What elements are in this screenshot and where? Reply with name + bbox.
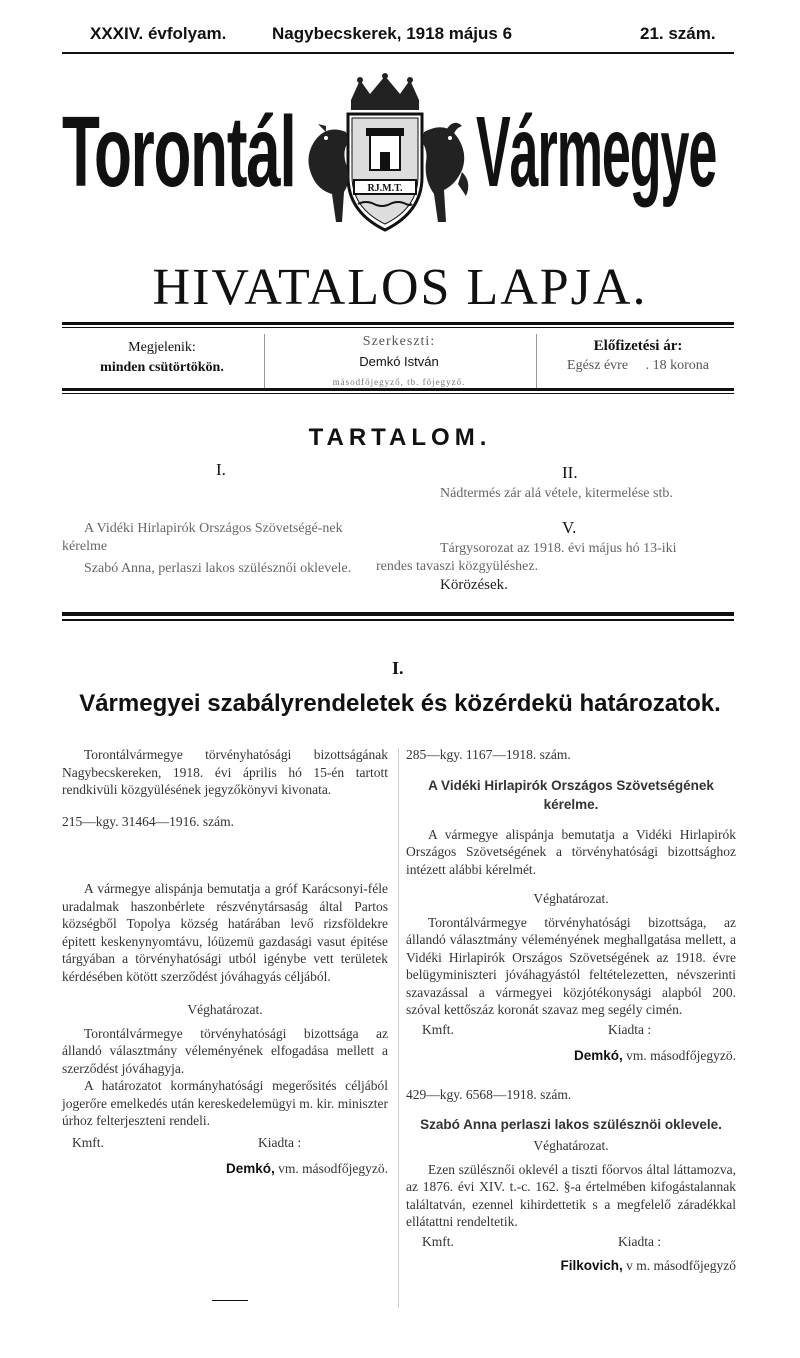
right-sign2-name: Filkovich, — [560, 1257, 623, 1273]
header-line — [60, 24, 730, 48]
subscription-price — [540, 356, 736, 376]
place-date: Nagybecskerek, 1918 május 6 — [272, 24, 513, 43]
toc-heading: TARTALOM. — [308, 424, 492, 451]
right-sign1-name: Demkó, — [573, 1047, 623, 1063]
right-sign2-title: v m. másodfőjegyző — [626, 1257, 736, 1273]
subscription-label: Előfizetési ár: — [593, 338, 683, 354]
right-vh2-text: Ezen szülésznői oklevél a tiszti főorvos által láttamozva, az 1876. évi XIV. t.-c. 162. §-a értelmében kifogástalannak találtatván, ezennel kihirdettetik s a megfelelő záradékkal ellátattni rendeltetik. — [406, 1161, 736, 1229]
volume-label: XXXIV. évfolyam. — [90, 24, 227, 43]
toc-right-item-2: Tárgysorozat az 1918. évi május hó 13-iki rendes tavaszi közgyüléshez. — [376, 541, 677, 574]
toc-bottom-rule-thin — [62, 619, 734, 621]
editor-name: Demkó István — [359, 354, 439, 369]
toc-right-item-1 — [402, 485, 736, 503]
right-kmft-1: Kmft. — [422, 1021, 454, 1037]
info-publication — [62, 330, 262, 378]
toc-right-item-3: Körözések. — [440, 577, 508, 593]
right-sign1-title: vm. másodfőjegyzö. — [626, 1047, 736, 1063]
info-divider-2 — [536, 334, 537, 388]
toc-right-roman-2: V. — [562, 518, 577, 537]
toc-right-list — [376, 540, 716, 594]
left-ref: 215—kgy. 31464—1916. szám. — [62, 813, 234, 829]
toc-right-item-1-text: Nádtermés zár alá vétele, kitermelése stb. — [440, 486, 673, 501]
rule-under-subtitle — [62, 322, 734, 325]
toc-right-roman-1: II. — [562, 463, 578, 482]
right-vh2-heading: Véghatározat. — [533, 1138, 609, 1153]
masthead-title-left: Torontál — [62, 96, 296, 208]
right-title-2: Szabó Anna perlaszi lakos szülésznöi oklevele. — [420, 1116, 722, 1132]
masthead-title-right: Vármegye — [476, 96, 717, 208]
right-ref-1: 285—kgy. 1167—1918. szám. — [406, 747, 571, 762]
right-signature-1 — [406, 1047, 736, 1065]
toc-bottom-rule — [62, 612, 734, 616]
toc-left-list — [62, 520, 388, 578]
right-p1: A vármegye alispánja bemutatja a Vidéki Hirlapirók Országos Szövetségének a törvényhatósági bizottsághoz intézett alábbi kérelmét. — [406, 826, 736, 877]
left-sign-title: vm. másodfőjegyzö. — [278, 1160, 388, 1176]
toc-left-item-1: A Vidéki Hirlapirók Országos Szövetségé-nek kérelme — [62, 521, 343, 554]
right-signature-2 — [406, 1257, 736, 1275]
right-vh1-text: Torontálvármegye törvényhatósági bizottsága, az állandó választmány véleményének meghallgatása mellett, a Vidéki Hirlapirók Országos Szövetségének az 1918. évre belügyminiszteri jóváhagyástól feltételezetten, névszerinti szavazással a vármegyei közjótékonysági alapból 200. szóval kettőszáz koronát szavaz meg segély cimén. — [406, 914, 736, 1017]
top-rule — [62, 52, 734, 54]
toc-left-item-2: Szabó Anna, perlaszi lakos szülésznői oklevele. — [84, 561, 352, 576]
editor-label: Szerkeszti: — [362, 334, 436, 349]
info-subscription — [540, 330, 736, 376]
right-kmft-row-2 — [406, 1233, 736, 1251]
left-vh-text: Torontálvármegye törvényhatósági bizottsága az állandó választmány véleményének elfogadása mellett a szerződést jóváhagyja. — [62, 1025, 388, 1076]
publish-label: Megjelenik: — [128, 340, 196, 355]
section-roman: I. — [392, 658, 404, 678]
right-kiadta-2: Kiadta : — [618, 1233, 662, 1249]
masthead-subtitle: HIVATALOS LAPJA. — [152, 259, 648, 316]
right-kmft-row-1 — [406, 1021, 736, 1039]
issue-number: 21. szám. — [640, 24, 716, 43]
info-editor — [268, 330, 530, 392]
column-divider — [398, 748, 399, 1308]
left-end-rule — [212, 1300, 248, 1301]
rule-under-info — [62, 388, 734, 391]
left-intro: Torontálvármegye törvényhatósági bizottságának Nagybecskereken, 1918. évi április hó 15-én tartott rendkivüli közgyülésének jegyzőkönyvi kivonata. — [62, 747, 388, 797]
coat-of-arms — [296, 72, 474, 242]
right-column — [406, 746, 736, 1274]
right-kiadta-1: Kiadta : — [608, 1021, 652, 1037]
right-ref-2: 429—kgy. 6568—1918. szám. — [406, 1087, 572, 1102]
left-body: A vármegye alispánja bemutatja a gróf Karácsonyi-féle uradalmak haszonbérlete részvénytársaság által Partos községből Topolya község határában levő rizsföldekre épitett keskenynyomtávu, lóüzemü gazdasági vasut épitése tárgyában a törvényhatósági utból igénybe vett területek kérdésében kötött szerződést jóváhagyás céljából. — [62, 881, 388, 984]
left-vh-heading: Véghatározat. — [187, 1002, 263, 1017]
info-divider-1 — [264, 334, 265, 388]
right-vh1-heading: Véghatározat. — [533, 891, 609, 906]
subscription-amount: . 18 korona — [645, 358, 709, 373]
crest-label: RJ.M.T. — [367, 183, 403, 194]
toc-left-roman: I. — [216, 460, 226, 479]
left-column — [62, 746, 388, 1177]
rule-under-info-thin — [62, 393, 734, 394]
left-signature — [62, 1160, 388, 1178]
left-sign-name: Demkó, — [225, 1160, 275, 1176]
left-kiadta: Kiadta : — [258, 1134, 302, 1150]
left-vh-text-2: A határozatot kormányhatósági megerősités céljából jogerőre emelkedés után kereskedelemügyi m. kir. miniszter úrhoz felterjeszteni rendeli. — [62, 1078, 388, 1128]
right-kmft-2: Kmft. — [422, 1233, 454, 1249]
publish-value: minden csütörtökön. — [100, 360, 224, 375]
left-kmft-row — [62, 1134, 388, 1152]
section-title: Vármegyei szabályrendeletek és közérdekü határozatok. — [79, 690, 721, 717]
rule-under-subtitle-thin — [62, 327, 734, 328]
editor-title: másodfőjegyző, tb. főjegyző. — [332, 377, 466, 387]
right-title-1: A Vidéki Hirlapirók Országos Szövetségének kérelme. — [428, 777, 714, 812]
left-kmft: Kmft. — [72, 1134, 104, 1150]
subscription-period: Egész évre — [567, 358, 629, 373]
